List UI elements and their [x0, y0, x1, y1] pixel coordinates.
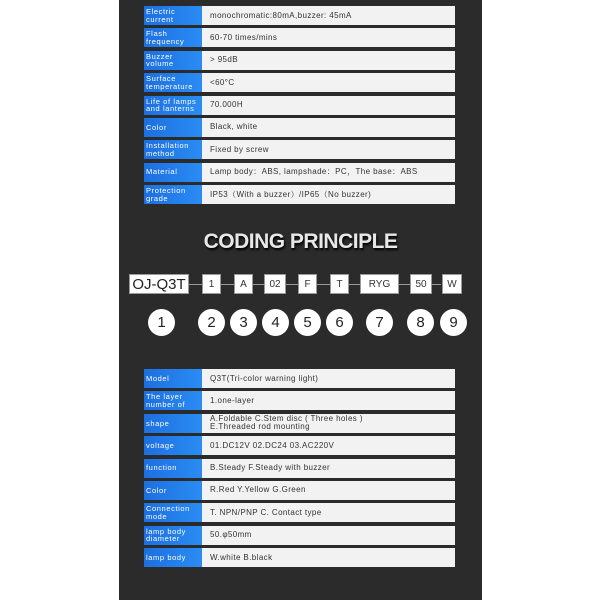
detail-row [144, 481, 455, 500]
code-body-color: W [442, 274, 462, 294]
detail-row [144, 459, 455, 478]
detail-value: W.white B.black [202, 548, 455, 567]
spec-row [144, 28, 455, 47]
detail-label: function [144, 459, 202, 478]
spec-label: Installation method [144, 140, 202, 159]
index-circle: 3 [230, 309, 257, 336]
spec-row [144, 73, 455, 92]
code-connection: T [330, 274, 349, 294]
detail-label: Connection mode [144, 503, 202, 522]
index-circle: 2 [198, 309, 225, 336]
index-circle: 4 [262, 309, 289, 336]
code-function: F [298, 274, 317, 294]
spec-label: Buzzer volume [144, 51, 202, 70]
detail-value: B.Steady F.Steady with buzzer [202, 459, 455, 478]
spec-label: Flash frequency [144, 28, 202, 47]
spec-value: IP53（With a buzzer）/IP65（No buzzer) [202, 185, 455, 204]
spec-value: Black, white [202, 118, 455, 137]
spec-value: 60-70 times/mins [202, 28, 455, 47]
code-diameter: 50 [410, 274, 432, 294]
detail-value: A.Foldable C.Stem disc ( Three holes ) E.Threaded rod mounting [202, 414, 455, 433]
spec-row [144, 6, 455, 25]
detail-table [144, 369, 455, 571]
spec-value: <60°C [202, 73, 455, 92]
spec-value: 70.000H [202, 96, 455, 115]
detail-row [144, 503, 455, 522]
detail-row [144, 436, 455, 455]
spec-row [144, 185, 455, 204]
spec-label: Life of lamps and lanterns [144, 96, 202, 115]
spec-row [144, 163, 455, 182]
spec-row [144, 51, 455, 70]
code-model: OJ-Q3T [129, 274, 189, 294]
spec-value: Fixed by screw [202, 140, 455, 159]
code-layer: 1 [202, 274, 221, 294]
detail-row [144, 414, 455, 433]
detail-value: 1.one-layer [202, 391, 455, 410]
detail-value: R.Red Y.Yellow G.Green [202, 481, 455, 500]
detail-row [144, 391, 455, 410]
code-voltage: 02 [264, 274, 286, 294]
index-circle: 9 [440, 309, 467, 336]
spec-row [144, 118, 455, 137]
coding-title: CODING PRINCIPLE [203, 230, 398, 253]
spec-label: Material [144, 163, 202, 182]
spec-label: Surface temperature [144, 73, 202, 92]
spec-label: Protection grade [144, 185, 202, 204]
detail-label: Model [144, 369, 202, 388]
detail-row [144, 369, 455, 388]
spec-table [144, 6, 455, 208]
detail-label: voltage [144, 436, 202, 455]
detail-row [144, 548, 455, 567]
index-circle: 8 [407, 309, 434, 336]
spec-value: > 95dB [202, 51, 455, 70]
code-shape: A [234, 274, 253, 294]
detail-label: lamp body [144, 548, 202, 567]
code-color: RYG [360, 274, 399, 294]
index-circle: 1 [148, 309, 175, 336]
index-circle: 6 [326, 309, 353, 336]
detail-row [144, 526, 455, 545]
spec-value: monochromatic:80mA,buzzer: 45mA [202, 6, 455, 25]
detail-label: The layer number of [144, 391, 202, 410]
spec-value: Lamp body：ABS, lampshade：PC，The base：ABS [202, 163, 455, 182]
detail-value: T. NPN/PNP C. Contact type [202, 503, 455, 522]
detail-value: Q3T(Tri-color warning light) [202, 369, 455, 388]
detail-label: lamp body diameter [144, 526, 202, 545]
detail-label: shape [144, 414, 202, 433]
spec-row [144, 140, 455, 159]
index-circle: 5 [294, 309, 321, 336]
spec-label: Color [144, 118, 202, 137]
detail-label: Color [144, 481, 202, 500]
detail-value: 50.φ50mm [202, 526, 455, 545]
detail-value: 01.DC12V 02.DC24 03.AC220V [202, 436, 455, 455]
index-circle: 7 [366, 309, 393, 336]
spec-label: Electric current [144, 6, 202, 25]
spec-row [144, 96, 455, 115]
